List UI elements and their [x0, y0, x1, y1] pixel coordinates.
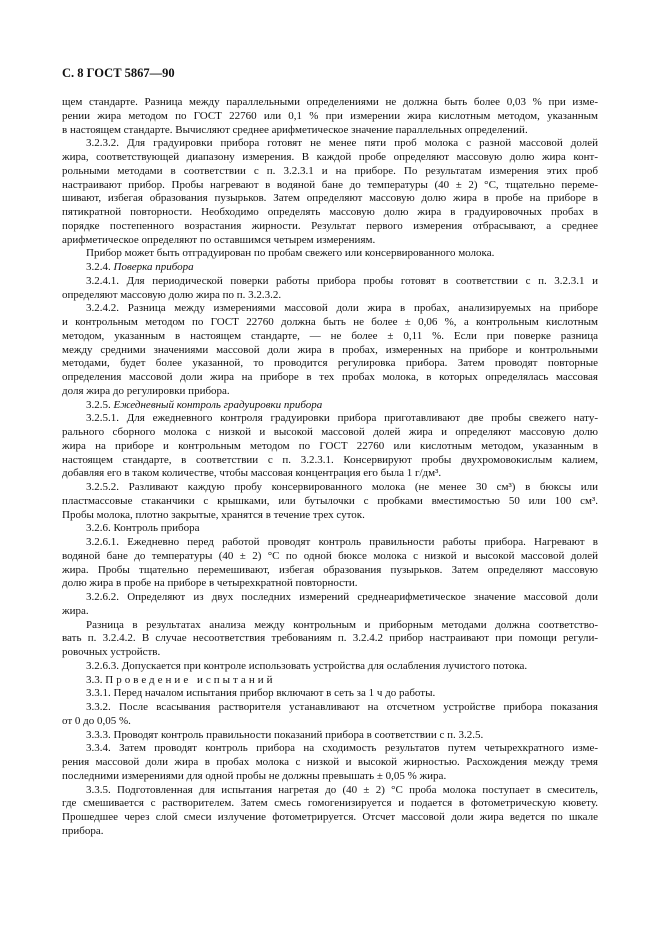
- text-line: доля жира до регулировки прибора.: [62, 384, 230, 397]
- text-line: настраивают прибор. Пробы нагревают в водяной бане до температуры (40 ± 2) °С, тщательно переме-: [62, 178, 598, 191]
- paragraph: [62, 96, 598, 137]
- text-line: 3.2.3.2. Для градуировки прибора готовят не менее пяти проб молока с разной массовой долей: [86, 137, 598, 150]
- text-line: методом, указанным в настоящем стандарте, — не более ± 0,11 %. Если при поверке разница: [62, 329, 598, 342]
- text-line: рения массовой доли жира в пробах молока с низкой и высокой жирностью. Расхождения между тремя: [62, 756, 598, 768]
- text-line: определения массовой доли жира на приборе в тех пробах молока, в которых определялась массовая: [62, 371, 598, 383]
- text-line: Прибор может быть отградуирован по пробам свежего или консервированного молока.: [86, 247, 495, 260]
- text-line: между средними значениями массовой доли жира в пробах, измеренных на приборе и контрольными: [62, 343, 598, 356]
- text-line: методами, будет более указанной, то проводится регулировка прибора. Затем проводят повторные: [62, 357, 598, 370]
- text-line: водяной бане до температуры (40 ± 2) °С по одной бюксе молока с низкой и высокой массовой долей: [62, 549, 598, 562]
- paragraph: [62, 742, 598, 783]
- text-line: рального сборного молока с низкой и высокой массовой долей жира и определяют массовую долю: [62, 426, 598, 438]
- text-line: [62, 522, 598, 536]
- text-line: рольными методами в соответствии с п. 3.2.3.1 и на приборе. По результатам измерения этих проб: [62, 164, 598, 177]
- text-line: определяют массовую долю жира по п. 3.2.3.2.: [62, 288, 282, 301]
- section-number: 3.2.4.: [86, 261, 114, 273]
- page-header: С. 8 ГОСТ 5867—90: [62, 66, 175, 80]
- section-number: 3.2.5.: [86, 398, 114, 411]
- text-line: щем стандарте. Разница между параллельными определениями не должна быть более 0,03 % при изме-: [62, 96, 598, 108]
- section-heading: [62, 522, 598, 536]
- section-heading: [62, 399, 598, 413]
- text-line: Разница в результатах анализа между контрольным и приборным методами должна соответство-: [86, 618, 598, 631]
- paragraph: [62, 275, 598, 303]
- text-line: 3.3.3. Проводят контроль правильности показаний прибора в соответствии с п. 3.2.5.: [86, 728, 484, 741]
- text-line: 3.3.4. Затем проводят контроль прибора на сходимость результатов путем четырехкратного изме-: [86, 742, 598, 755]
- text-line: последними измерениями для одной пробы не должны превышать ± 0,05 % жира.: [62, 769, 447, 782]
- text-line: добавляя его в таком количестве, чтобы массовая концентрация его была 1 г/дм³.: [62, 467, 442, 480]
- text-line: [62, 674, 598, 688]
- section-heading: [62, 674, 598, 688]
- document-body: [62, 96, 598, 839]
- text-line: 3.2.6.2. Определяют из двух последних измерений среднеарифметическое значение массовой доли: [86, 591, 598, 603]
- section-number: 3.3.: [86, 673, 106, 686]
- paragraph: [62, 619, 598, 660]
- text-line: жира на приборе и контрольным методом по ГОСТ 22760 или кислотным методом, указанным в: [62, 439, 598, 452]
- text-line: и контрольным методом по ГОСТ 22760 должна быть не более ± 0,06 %, а контрольным кислотным: [62, 316, 598, 328]
- text-line: 3.2.4.2. Разница между измерениями массовой доли жира в пробах, анализируемых на приборе: [86, 302, 598, 315]
- paragraph: [62, 247, 598, 261]
- text-line: [62, 399, 598, 413]
- section-title: Поверка прибора: [113, 261, 194, 273]
- text-line: где смешивается с растворителем. Затем смесь гомогенизируется и подается в фотометрическую кювету.: [62, 797, 598, 810]
- section-title: Контроль прибора: [113, 522, 200, 535]
- text-line: 3.2.6.1. Ежедневно перед работой проводят контроль правильности работы прибора. Нагревают в: [86, 536, 598, 548]
- text-line: пластмассовые стаканчики с крышками, или бутылочки с пробками вместимостью 50 или 100 см³.: [62, 494, 598, 507]
- paragraph: [62, 687, 598, 701]
- text-line: жира, соответствующей диапазону измерения. В каждой пробе определяют массовую долю жира конт-: [62, 151, 598, 163]
- paragraph: [62, 481, 598, 522]
- text-line: порядке постепенного возрастания жирности. Результат первого измерения отбрасывают, а среднее: [62, 219, 598, 232]
- text-line: вать п. 3.2.4.2. В случае несоответствия требованиям п. 3.2.4.2 прибор настраивают при помощи регули-: [62, 632, 598, 645]
- section-title: Ежедневный контроль градуировки прибора: [113, 398, 323, 411]
- section-number: 3.2.6.: [86, 522, 114, 535]
- section-heading: [62, 261, 598, 275]
- text-line: рении жира методом по ГОСТ 22760 или 0,1 % при измерении жира кислотным методом, указанным: [62, 109, 598, 122]
- text-line: шивают, избегая образования пузырьков. Затем определяют массовую долю жира в пробе на приборе в: [62, 192, 598, 205]
- text-line: настоящем стандарте, в соответствии с п. 3.2.3.1. Консервируют пробы двухромовокислым калием,: [62, 453, 598, 466]
- text-line: от 0 до 0,05 %.: [62, 714, 131, 727]
- text-line: ровочных устройств.: [62, 646, 161, 658]
- text-line: 3.2.5.1. Для ежедневного контроля градуировки прибора приготавливают две пробы свежего нату-: [86, 412, 598, 425]
- text-line: прибора.: [62, 824, 104, 837]
- text-line: Пробы молока, плотно закрытые, хранятся в течение трех суток.: [62, 508, 365, 521]
- text-line: жира.: [62, 604, 89, 617]
- text-line: 3.2.4.1. Для периодической поверки работы прибора пробы готовят в соответствии с п. 3.2.3.1 и: [86, 274, 598, 287]
- paragraph: [62, 729, 598, 743]
- text-line: 3.3.1. Перед началом испытания прибор включают в сеть за 1 ч до работы.: [86, 687, 436, 700]
- text-line: 3.3.5. Подготовленная для испытания нагретая до (40 ± 2) °С проба молока поступает в смеситель,: [86, 783, 598, 796]
- text-line: Прошедшее через слой смеси излучение фотометрируется. Отсчет массовой доли жира ведется по шкале: [62, 811, 598, 823]
- paragraph: [62, 701, 598, 729]
- paragraph: [62, 660, 598, 674]
- text-line: жира. Пробы тщательно перемешивают, избегая образования пузырьков. Затем определяют массовую: [62, 563, 598, 576]
- paragraph: [62, 137, 598, 247]
- text-line: 3.3.2. После всасывания растворителя устанавливают на отсчетном устройстве прибора показания: [86, 701, 598, 713]
- text-line: долю жира в пробе на приборе в четырехкратной повторности.: [62, 577, 358, 590]
- paragraph: [62, 536, 598, 591]
- text-line: пятикратной повторности. Необходимо определять массовую долю жира в градуировочных пробах в: [62, 206, 598, 218]
- text-line: 3.2.6.3. Допускается при контроле использовать устройства для ослабления лучистого потока.: [86, 659, 528, 672]
- text-line: в настоящем стандарте. Вычисляют среднее арифметическое значение параллельных определений.: [62, 123, 528, 136]
- text-line: арифметическое определяют по оставшимся четырем измерениям.: [62, 233, 376, 246]
- paragraph: [62, 591, 598, 619]
- text-line: [62, 261, 598, 275]
- paragraph: [62, 412, 598, 481]
- section-title: Проведение испытаний: [105, 673, 276, 686]
- paragraph: [62, 784, 598, 839]
- text-line: 3.2.5.2. Разливают каждую пробу консервированного молока (не менее 30 см³) в бюксы или: [86, 481, 598, 493]
- paragraph: [62, 302, 598, 398]
